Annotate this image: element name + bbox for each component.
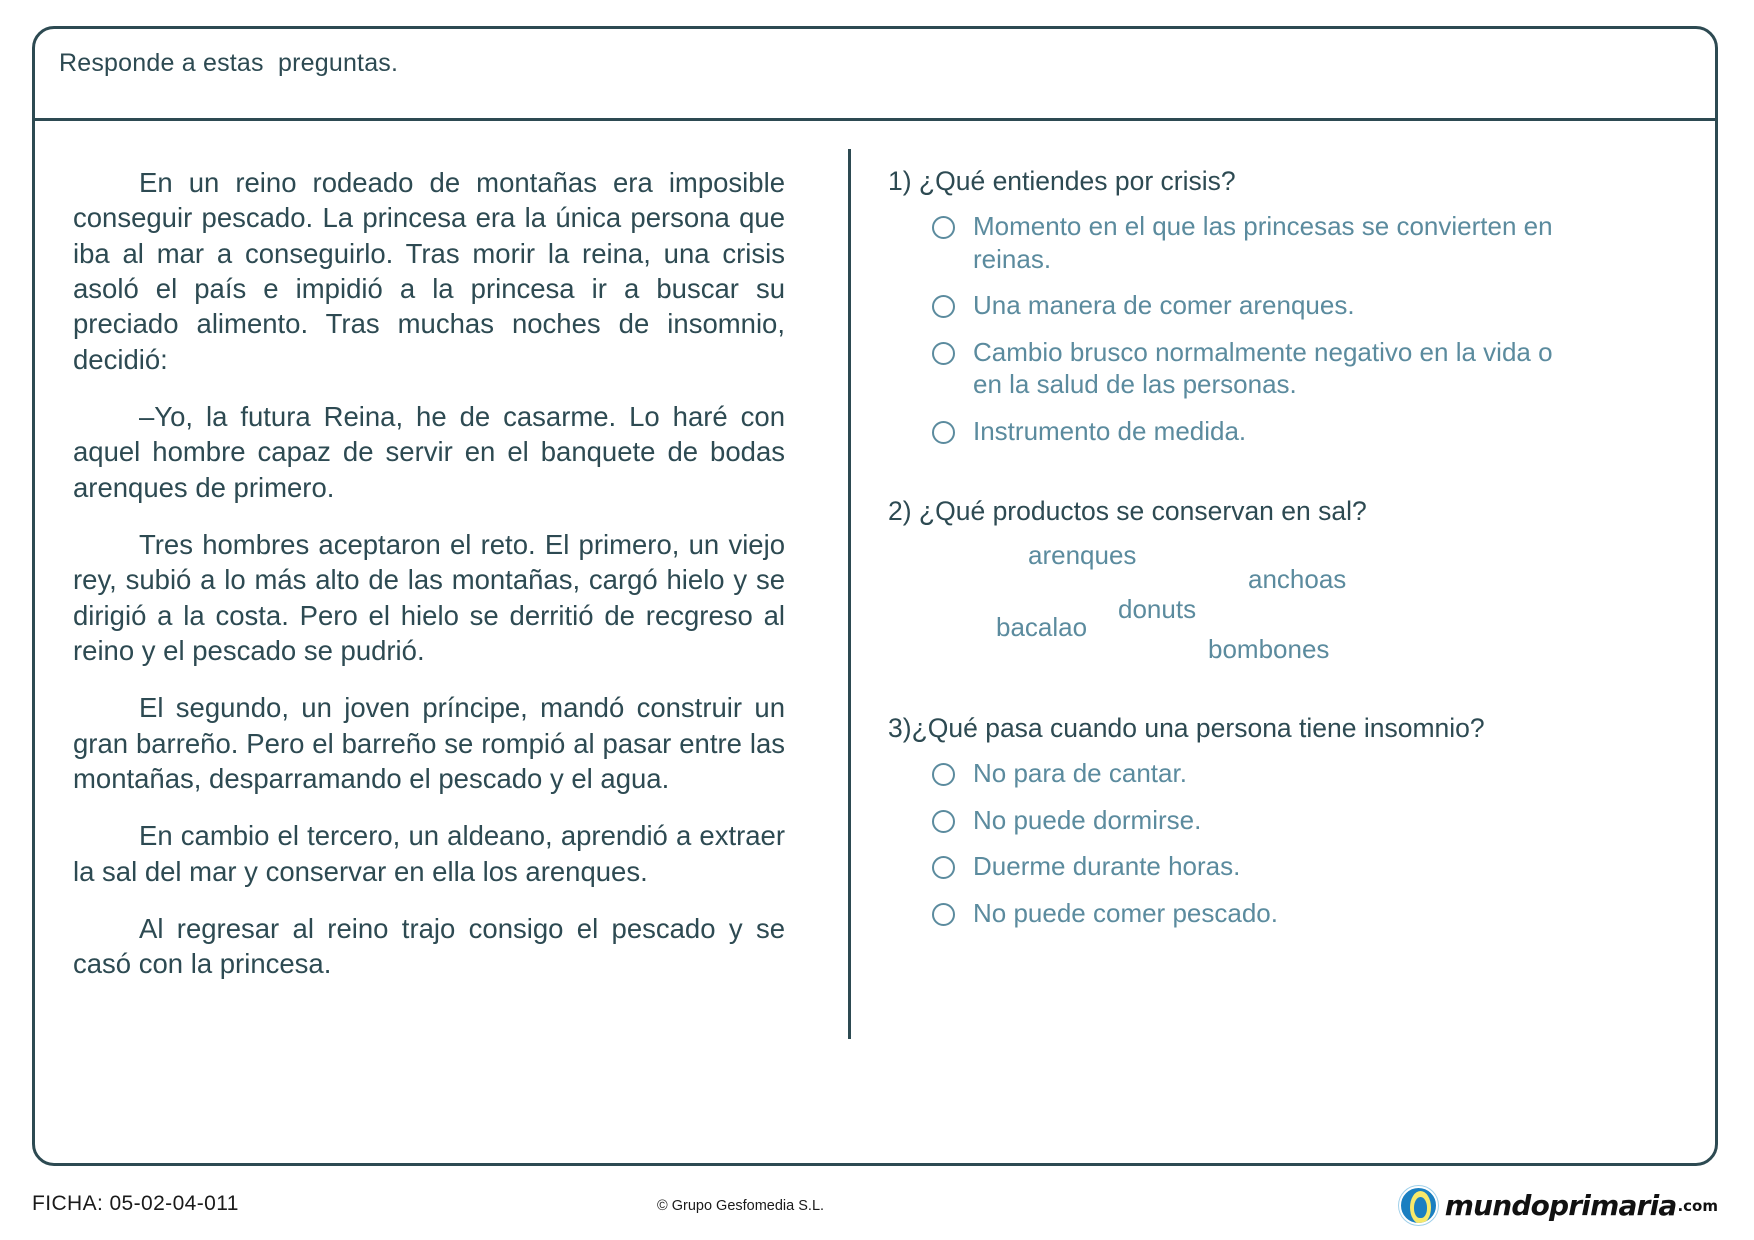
option-label: No para de cantar.: [973, 758, 1187, 789]
spacer: [888, 678, 1588, 712]
option-label: Una manera de comer arenques.: [973, 290, 1355, 321]
option-label: No puede dormirse.: [973, 804, 1202, 835]
column-divider: [848, 149, 851, 1039]
option-label: Cambio brusco normalmente negativo en la vida o en la salud de las personas.: [973, 336, 1553, 400]
worksheet-body: [35, 121, 1715, 1163]
questions-column: [888, 165, 1588, 943]
question-3: [888, 712, 1588, 929]
question-1-text: 1) ¿Qué entiendes por crisis?: [888, 166, 1236, 196]
word-option[interactable]: arenques: [1028, 540, 1137, 571]
option-label: Duerme durante horas.: [973, 851, 1241, 882]
brand-name-text: mundoprimaria: [1444, 1189, 1677, 1222]
word-option[interactable]: bombones: [1208, 634, 1330, 665]
ficha-code: FICHA: 05-02-04-011: [32, 1192, 239, 1215]
spacer: [888, 461, 1588, 495]
option-row[interactable]: [888, 804, 1588, 837]
radio-button-icon[interactable]: [932, 763, 955, 786]
radio-button-icon[interactable]: [932, 421, 955, 444]
question-2-text: 2) ¿Qué productos se conservan en sal?: [888, 496, 1367, 527]
copyright-text: © Grupo Gesfomedia S.L.: [657, 1198, 825, 1214]
radio-button-icon[interactable]: [932, 295, 955, 318]
option-row[interactable]: [888, 415, 1588, 448]
story-paragraph: Al regresar al reino trajo consigo el pescado y se casó con la princesa.: [73, 912, 785, 980]
reading-passage: [73, 165, 785, 982]
worksheet-header: [35, 29, 1715, 121]
option-label: Instrumento de medida.: [973, 415, 1247, 446]
option-row[interactable]: [888, 289, 1588, 322]
question-2-word-cloud: [888, 540, 1588, 672]
story-paragraph: En un reino rodeado de montañas era imposible conseguir pescado. La princesa era la única persona que iba al mar a conseguirlo. Tras morir la reina, una crisis asoló el país e impidió a la princesa ir a buscar su preciado alimento. Tras muchas noches de insomnio, decidió:: [73, 167, 785, 375]
question-3-options: [888, 757, 1588, 929]
story-paragraph: –Yo, la futura Reina, he de casarme. Lo haré con aquel hombre capaz de servir en el banquete de bodas arenques de primero.: [73, 400, 785, 503]
question-3-text: 3)¿Qué pasa cuando una persona tiene insomnio?: [888, 713, 1485, 744]
question-1: [888, 165, 1588, 447]
option-row[interactable]: [888, 757, 1588, 790]
option-label: No puede comer pescado.: [973, 897, 1278, 928]
option-row[interactable]: [888, 210, 1588, 275]
question-1-options: [888, 210, 1588, 447]
worksheet-sheet: [32, 26, 1718, 1166]
story-paragraph: En cambio el tercero, un aldeano, aprendió a extraer la sal del mar y conservar en ella los arenques.: [73, 820, 785, 887]
option-label: Momento en el que las princesas se convierten en reinas.: [973, 211, 1553, 274]
brand-tld-text: .com: [1677, 1196, 1718, 1215]
story-paragraph: El segundo, un joven príncipe, mandó construir un gran barreño. Pero el barreño se rompió al pasar entre las montañas, desparramando el pescado y el agua.: [73, 692, 785, 794]
option-row[interactable]: [888, 850, 1588, 883]
page-footer: [32, 1186, 1718, 1232]
radio-button-icon[interactable]: [932, 216, 955, 239]
brand-logo[interactable]: [1399, 1186, 1718, 1225]
word-option[interactable]: anchoas: [1248, 564, 1347, 595]
globe-icon: [1399, 1186, 1438, 1225]
option-row[interactable]: [888, 336, 1588, 401]
radio-button-icon[interactable]: [932, 342, 955, 365]
story-paragraph: Tres hombres aceptaron el reto. El primero, un viejo rey, subió a lo más alto de las montañas, cargó hielo y se dirigió a la costa. Pero el hielo se derritió de recgreso al reino y el pescado se pudrió.: [73, 528, 785, 666]
radio-button-icon[interactable]: [932, 810, 955, 833]
word-option[interactable]: donuts: [1118, 594, 1197, 625]
radio-button-icon[interactable]: [932, 903, 955, 926]
radio-button-icon[interactable]: [932, 856, 955, 879]
question-2: [888, 495, 1588, 672]
instruction-text: Responde a estas preguntas.: [59, 49, 399, 77]
word-option[interactable]: bacalao: [996, 612, 1088, 643]
option-row[interactable]: [888, 897, 1588, 930]
